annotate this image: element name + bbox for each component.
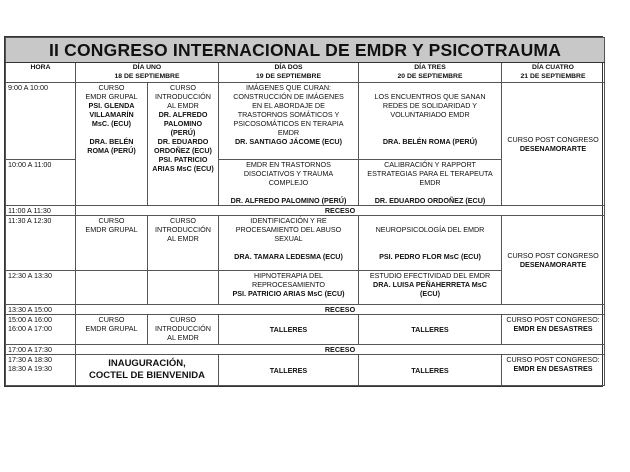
cell-line: EMDR GRUPAL: [85, 92, 138, 101]
speaker-line: ORDOÑEZ (ECU): [154, 146, 212, 155]
cell-line: DESENAMORARTE: [519, 144, 587, 153]
speaker-line: (PERÚ): [170, 128, 196, 137]
speaker-line: PSI. GLENDA: [88, 101, 135, 110]
talk-encuentros-que-sanan: [359, 83, 502, 160]
empty-cell: [148, 271, 219, 305]
post-congress-desastres: [502, 355, 605, 386]
talk-trastornos-disociativos: [219, 160, 359, 206]
speaker-line: MsC. (ECU): [91, 119, 132, 128]
workshops-day-two: TALLERES: [219, 355, 359, 386]
speaker-line: DRA. BELÉN ROMA (PERÚ): [382, 137, 478, 146]
speaker-line: DR. ALFREDO: [158, 110, 208, 119]
cell-line: ESTUDIO EFECTIVIDAD DEL EMDR: [369, 271, 491, 280]
cell-line: EMDR: [419, 178, 441, 187]
cell-line: DESENAMORARTE: [519, 260, 587, 269]
header-row: [6, 63, 605, 83]
course-introduccion-emdr: [148, 315, 219, 345]
cell-line: AL EMDR: [167, 101, 199, 110]
cell-line: INTRODUCCIÓN: [155, 324, 211, 333]
cell-line: EMDR: [277, 128, 300, 137]
workshops-day-three: TALLERES: [359, 315, 502, 345]
row-1130: [6, 216, 605, 271]
course-emdr-grupal: [76, 315, 148, 345]
speaker-line: DRA. LUISA PEÑAHERRETA MsC: [373, 280, 487, 289]
row-1330-receso: [6, 305, 605, 315]
course-emdr-grupal: [76, 83, 148, 206]
day-one-date: 18 DE SEPTIEMBRE: [114, 72, 180, 80]
speaker-line: ROMA (PERÚ): [87, 146, 136, 155]
cell-line: CURSO: [98, 315, 125, 324]
cell-line: EMDR GRUPAL: [85, 225, 138, 234]
time-cell: 9:00 A 10:00: [6, 83, 76, 160]
schedule-sheet: [4, 36, 603, 387]
header-day-one: [76, 63, 219, 83]
day-three-date: 20 DE SEPTIEMBRE: [397, 72, 463, 80]
cell-line: EMDR GRUPAL: [85, 324, 138, 333]
time-label: 15:00 A 16:00: [8, 315, 52, 324]
page-title: II CONGRESO INTERNACIONAL DE EMDR Y PSICOTRAUMA: [6, 38, 605, 63]
cell-line: IDENTIFICACIÓN Y RE: [250, 216, 327, 225]
talk-abuso-sexual: [219, 216, 359, 271]
cell-line: PSICOSOMÁTICOS EN TERAPIA: [233, 119, 344, 128]
cell-line: CONSTRUCCIÓN DE IMÁGENES: [233, 92, 344, 101]
row-1730: [6, 355, 605, 386]
row-1100-receso: [6, 206, 605, 216]
day-two-label: DÍA DOS: [274, 64, 303, 71]
post-congress-desastres: [502, 315, 605, 345]
row-0900: [6, 83, 605, 160]
cell-line: EN EL ABORDAJE DE: [252, 101, 325, 110]
talk-calibracion-rapport: [359, 160, 502, 206]
time-label: 18:30 A 19:30: [8, 364, 52, 373]
speaker-line: PSI. PATRICIO: [158, 155, 208, 164]
course-introduccion-emdr: [148, 216, 219, 271]
speaker-line: DR. EDUARDO ORDOÑEZ (ECU): [374, 196, 486, 205]
cell-line: NEUROPSICOLOGÍA DEL EMDR: [375, 225, 485, 234]
cell-line: SEXUAL: [274, 234, 303, 243]
day-two-date: 19 DE SEPTIEMBRE: [256, 72, 321, 80]
cell-line: EMDR EN DESASTRES: [513, 324, 593, 333]
inauguration-cocktail: [76, 355, 219, 386]
time-cell: 12:30 A 13:30: [6, 271, 76, 305]
cell-line: ESTRATEGIAS PARA EL TERAPEUTA: [367, 169, 493, 178]
speaker-line: DRA. BELÉN: [89, 137, 134, 146]
speaker-line: DR. EDUARDO: [157, 137, 209, 146]
cell-line: CURSO: [98, 83, 125, 92]
time-cell: 11:30 A 12:30: [6, 216, 76, 271]
break-label: RECESO: [76, 305, 605, 315]
break-label: RECESO: [76, 206, 605, 216]
cell-line: CURSO POST CONGRESO: [507, 135, 599, 144]
day-three-label: DÍA TRES: [414, 64, 446, 71]
time-label: 17:30 A 18:30: [8, 355, 52, 364]
speaker-line: PSI. PEDRO FLOR MsC (ECU): [379, 252, 481, 261]
cell-line: CURSO POST CONGRESO: [507, 251, 599, 260]
speaker-line: DRA. TAMARA LEDESMA (ECU): [234, 252, 343, 261]
cell-line: CURSO: [170, 83, 196, 92]
cell-line: INTRODUCCIÓN: [155, 92, 211, 101]
header-day-four: [502, 63, 605, 83]
cell-line: HIPNOTERAPIA DEL: [253, 271, 324, 280]
row-1700-receso: [6, 345, 605, 355]
talk-neuropsicologia: [359, 216, 502, 271]
speaker-line: DR. ALFREDO PALOMINO (PERÚ): [230, 196, 347, 205]
time-cell: 17:00 A 17:30: [6, 345, 76, 355]
speaker-line: (ECU): [420, 289, 440, 298]
break-label: RECESO: [76, 345, 605, 355]
speaker-line: ARIAS MsC (ECU): [152, 164, 214, 173]
course-introduccion-emdr: [148, 83, 219, 206]
cell-line: DISOCIATIVOS Y TRAUMA: [243, 169, 334, 178]
time-cell: 13:30 A 15:00: [6, 305, 76, 315]
cell-line: IMÁGENES QUE CURAN:: [245, 83, 332, 92]
time-cell: [6, 315, 76, 345]
schedule-table: [5, 37, 605, 386]
cell-line: TRASTORNOS SOMÁTICOS Y: [237, 110, 340, 119]
header-hora: HORA: [6, 63, 76, 83]
day-four-label: DÍA CUATRO: [532, 64, 574, 71]
cell-line: REPROCESAMIENTO: [252, 280, 325, 289]
workshops-day-two: TALLERES: [219, 315, 359, 345]
speaker-line: VILLAMARÍN: [89, 110, 134, 119]
header-day-two: [219, 63, 359, 83]
cell-line: CURSO POST CONGRESO:: [506, 315, 600, 324]
speaker-line: PSI. PATRICIO ARIAS MsC (ECU): [232, 289, 345, 298]
cell-line: INTRODUCCIÓN: [155, 225, 211, 234]
time-label: 16:00 A 17:00: [8, 324, 52, 333]
cell-line: CURSO: [98, 216, 125, 225]
speaker-line: DR. SANTIAGO JÁCOME (ECU): [234, 137, 343, 146]
cell-line: EMDR EN DESASTRES: [513, 364, 593, 373]
speaker-line: PALOMINO: [163, 119, 203, 128]
cell-line: VOLUNTARIADO EMDR: [390, 110, 470, 119]
cell-line: COMPLEJO: [268, 178, 309, 187]
header-day-three: [359, 63, 502, 83]
cell-line: PROCESAMIENTO DEL ABUSO: [235, 225, 342, 234]
row-1500: [6, 315, 605, 345]
cell-line: LOS ENCUENTROS QUE SANAN: [374, 92, 486, 101]
event-line: INAUGURACIÓN,: [108, 358, 186, 369]
time-cell: 10:00 A 11:00: [6, 160, 76, 206]
cell-line: AL EMDR: [167, 333, 199, 342]
workshops-day-three: TALLERES: [359, 355, 502, 386]
post-congress-desenamorarte: [502, 216, 605, 305]
cell-line: CURSO POST CONGRESO:: [506, 355, 600, 364]
cell-line: CALIBRACIÓN Y RAPPORT: [384, 160, 476, 169]
time-cell: [6, 355, 76, 386]
cell-line: CURSO: [170, 315, 196, 324]
day-one-label: DÍA UNO: [132, 64, 162, 71]
event-line: COCTEL DE BIENVENIDA: [89, 370, 205, 381]
cell-line: REDES DE SOLIDARIDAD Y: [382, 101, 478, 110]
day-four-date: 21 DE SEPTIEMBRE: [520, 72, 586, 80]
talk-hipnoterapia: [219, 271, 359, 305]
talk-imagenes-que-curan: [219, 83, 359, 160]
cell-line: EMDR EN TRASTORNOS: [246, 160, 331, 169]
cell-line: CURSO: [170, 216, 196, 225]
time-cell: 11:00 A 11:30: [6, 206, 76, 216]
talk-estudio-efectividad: [359, 271, 502, 305]
empty-cell: [76, 271, 148, 305]
post-congress-desenamorarte: [502, 83, 605, 206]
course-emdr-grupal: [76, 216, 148, 271]
cell-line: AL EMDR: [167, 234, 199, 243]
